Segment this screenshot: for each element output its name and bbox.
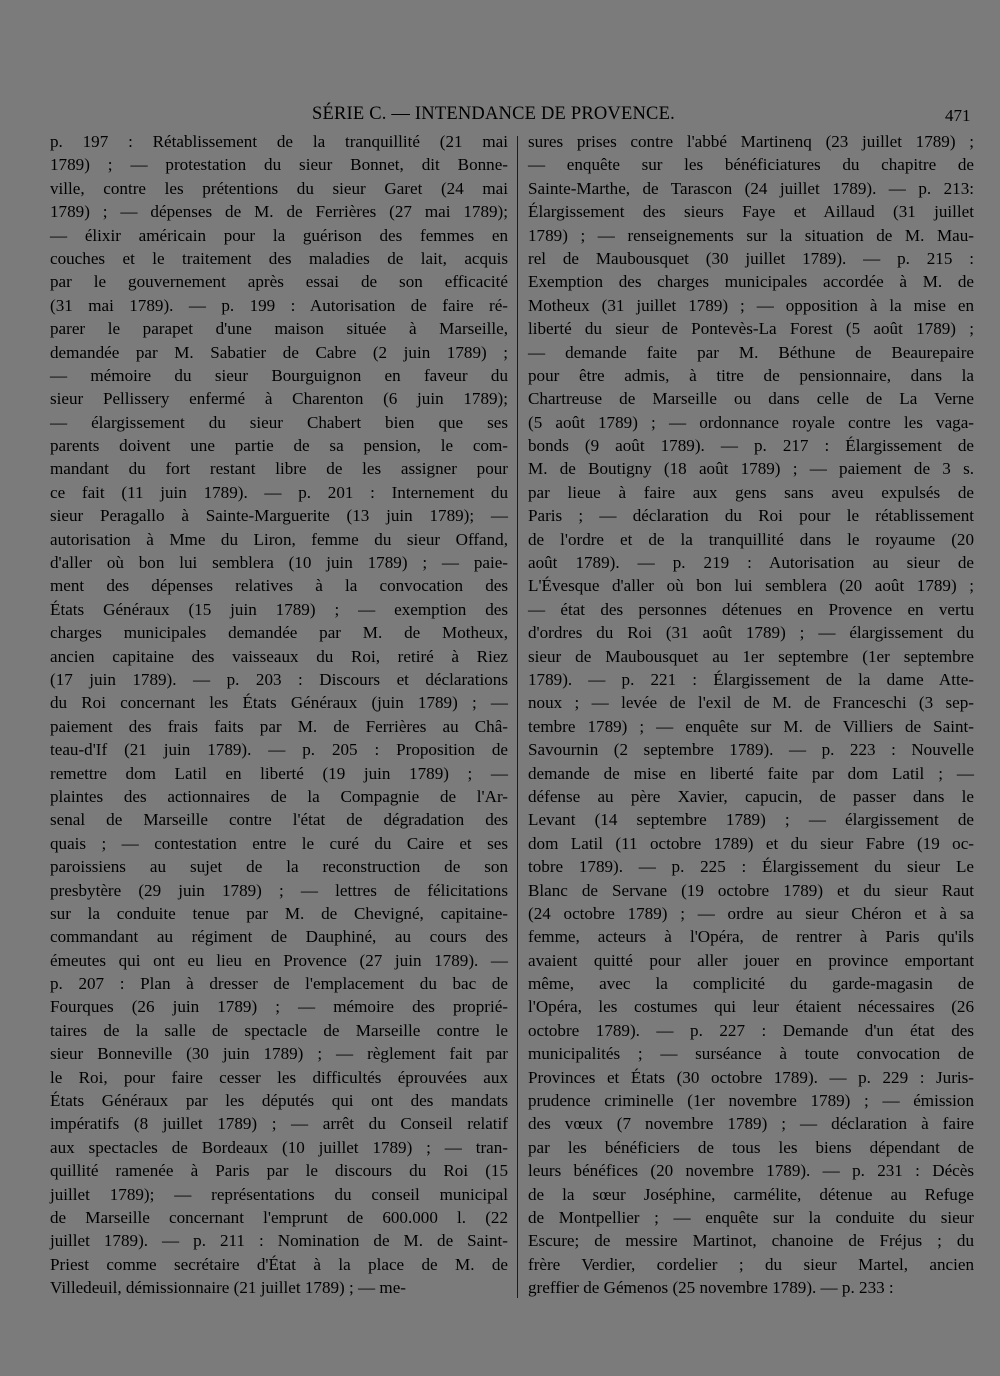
text-line: sieur Bonneville (30 juin 1789) ; — règlement fait par xyxy=(50,1044,508,1064)
text-line: — mémoire du sieur Bourguignon en faveur du xyxy=(50,365,508,385)
text-line: Exemption des charges municipales accordée à M. de xyxy=(528,272,974,292)
text-line: Provinces et États (30 octobre 1789). — p. 229 : Juris- xyxy=(528,1067,974,1087)
text-line: autorisation à Mme du Liron, femme du sieur Offand, xyxy=(50,529,508,549)
text-line: sur la conduite tenue par M. de Chevigné, capitaine- xyxy=(50,903,508,923)
text-line: le Roi, pour faire cesser les difficultés éprouvées aux xyxy=(50,1067,508,1087)
text-line: greffier de Gémenos (25 novembre 1789). — p. 233 : xyxy=(528,1278,894,1298)
text-line: 1789) ; — dépenses de M. de Ferrières (27 mai 1789); xyxy=(50,202,508,222)
text-line: ancien capitaine des vaisseaux du Roi, retiré à Riez xyxy=(50,646,508,666)
text-line: Savournin (2 septembre 1789). — p. 223 : Nouvelle xyxy=(528,740,974,760)
text-line: défense au père Xavier, capucin, de passer dans le xyxy=(528,786,974,806)
text-line: août 1789). — p. 219 : Autorisation au sieur de xyxy=(528,553,974,573)
text-line: presbytère (29 juin 1789) ; — lettres de félicitations xyxy=(50,880,508,900)
text-line: par lieue à faire aux gens sans aveu expulsés de xyxy=(528,482,974,502)
text-line: par le gouvernement après essai de son efficacité xyxy=(50,272,508,292)
text-line: Élargissement des sieurs Faye et Aillaud (31 juillet xyxy=(528,202,974,222)
text-line: (31 mai 1789). — p. 199 : Autorisation de faire ré- xyxy=(50,295,508,315)
running-title: SÉRIE C. — INTENDANCE DE PROVENCE. xyxy=(312,104,675,124)
text-line: aux spectacles de Bordeaux (10 juillet 1789) ; — tran- xyxy=(50,1137,508,1157)
text-line: quais ; — contestation entre le curé du Caire et ses xyxy=(50,833,508,853)
text-line: dom Latil (11 octobre 1789) et du sieur Fabre (19 oc- xyxy=(528,833,974,853)
right-column xyxy=(528,130,974,1300)
text-line: de Marseille concernant l'emprunt de 600.000 l. (22 xyxy=(50,1207,508,1227)
text-line: remettre dom Latil en liberté (19 juin 1789) ; — xyxy=(50,763,508,783)
text-line: — demande faite par M. Béthune de Beaurepaire xyxy=(528,342,974,362)
text-line: municipalités ; — surséance à toute convocation de xyxy=(528,1044,974,1064)
text-line: avaient quitté pour aller jouer en province emportant xyxy=(528,950,974,970)
text-line: p. 207 : Plan à dresser de l'emplacement du bac de xyxy=(50,974,508,994)
text-line: Villedeuil, démissionnaire (21 juillet 1789) ; — me- xyxy=(50,1278,406,1298)
text-line: ment des dépenses relatives à la convocation des xyxy=(50,576,508,596)
column-divider xyxy=(517,136,518,1298)
text-line: juillet 1789); — représentations du conseil municipal xyxy=(50,1184,508,1204)
text-line: Motheux (31 juillet 1789) ; — opposition à la mise en xyxy=(528,295,974,315)
text-line: rel de Maubousquet (30 juillet 1789). — p. 215 : xyxy=(528,248,974,268)
text-line: 1789) ; — protestation du sieur Bonnet, dit Bonne- xyxy=(50,155,508,175)
text-line: par les bénéficiers de tous les biens dépendant de xyxy=(528,1137,974,1157)
text-line: paroissiens au sujet de la reconstruction de son xyxy=(50,857,508,877)
text-line: d'ordres du Roi (31 août 1789) ; — élargissement du xyxy=(528,623,974,643)
text-line: femme, acteurs à l'Opéra, de rentrer à Paris qu'ils xyxy=(528,927,974,947)
text-line: charges municipales demandée par M. de Motheux, xyxy=(50,623,508,643)
text-line: parents doivent une partie de sa pension, le com- xyxy=(50,436,508,456)
text-line: bonds (9 août 1789). — p. 217 : Élargissement de xyxy=(528,436,974,456)
text-line: teau-d'If (21 juin 1789). — p. 205 : Proposition de xyxy=(50,740,508,760)
text-line: — élargissement du sieur Chabert bien que ses xyxy=(50,412,508,432)
text-line: commandant au régiment de Dauphiné, au cours des xyxy=(50,927,508,947)
text-line: parer le parapet d'une maison située à Marseille, xyxy=(50,319,508,339)
text-line: (17 juin 1789). — p. 203 : Discours et déclarations xyxy=(50,669,508,689)
text-line: p. 197 : Rétablissement de la tranquillité (21 mai xyxy=(50,132,508,151)
text-line: noux ; — levée de l'exil de M. de Franceschi (3 sep- xyxy=(528,693,974,713)
text-line: L'Évesque d'aller où bon lui semblera (20 août 1789) ; xyxy=(528,576,974,596)
text-line: Escure; de messire Martinot, chanoine de Fréjus ; du xyxy=(528,1231,974,1251)
text-line: impératifs (8 juillet 1789) ; — arrêt du Conseil relatif xyxy=(50,1114,508,1134)
page-number: 471 xyxy=(945,106,971,125)
text-line: quillité ramenée à Paris par le discours du Roi (15 xyxy=(50,1161,508,1181)
text-line: tobre 1789). — p. 225 : Élargissement du sieur Le xyxy=(528,857,974,877)
text-line: taires de la salle de spectacle de Marseille contre le xyxy=(50,1020,508,1040)
text-line: même, avec la complicité du garde-magasin de xyxy=(528,974,974,994)
text-line: couches et le traitement des maladies de lait, acquis xyxy=(50,248,508,268)
text-line: ce fait (11 juin 1789). — p. 201 : Internement du xyxy=(50,482,508,502)
text-line: prudence criminelle (1er novembre 1789) ; — émission xyxy=(528,1091,974,1111)
text-line: octobre 1789). — p. 227 : Demande d'un état des xyxy=(528,1020,974,1040)
text-line: de la sœur Joséphine, carmélite, détenue au Refuge xyxy=(528,1184,974,1204)
text-line: juillet 1789). — p. 211 : Nomination de M. de Saint- xyxy=(50,1231,508,1251)
text-line: d'aller où bon lui semblera (10 juin 1789) ; — paie- xyxy=(50,553,508,573)
text-line: — élixir américain pour la guérison des femmes en xyxy=(50,225,508,245)
text-line: 1789) ; — renseignements sur la situation de M. Mau- xyxy=(528,225,974,245)
text-line: émeutes qui ont eu lieu en Provence (27 juin 1789). — xyxy=(50,950,508,970)
text-line: demandée par M. Sabatier de Cabre (2 juin 1789) ; xyxy=(50,342,508,362)
text-line: Levant (14 septembre 1789) ; — élargissement de xyxy=(528,810,974,830)
text-line: senal de Marseille contre l'état de dégradation des xyxy=(50,810,508,830)
text-line: M. de Boutigny (18 août 1789) ; — paiement de 3 s. xyxy=(528,459,974,479)
text-line: États Généraux par les députés qui ont des mandats xyxy=(50,1091,508,1111)
text-line: liberté du sieur de Pontevès-La Forest (5 août 1789) ; xyxy=(528,319,974,339)
text-line: Chartreuse de Marseille ou dans celle de La Verne xyxy=(528,389,974,409)
text-line: tembre 1789) ; — enquête sur M. de Villiers de Saint- xyxy=(528,716,974,736)
text-line: l'Opéra, les costumes qui leur étaient nécessaires (26 xyxy=(528,997,974,1017)
text-line: — état des personnes détenues en Provence en vertu xyxy=(528,599,974,619)
text-line: Sainte-Marthe, de Tarascon (24 juillet 1789). — p. 213: xyxy=(528,178,974,198)
text-line: des vœux (7 novembre 1789) ; — déclaration à faire xyxy=(528,1114,974,1134)
text-line: (24 octobre 1789) ; — ordre au sieur Chéron et à sa xyxy=(528,903,974,923)
text-line: du Roi concernant les États Généraux (juin 1789) ; — xyxy=(50,693,508,713)
text-line: leurs bénéfices (20 novembre 1789). — p. 231 : Décès xyxy=(528,1161,974,1181)
text-line: frère Verdier, cordelier ; du sieur Martel, ancien xyxy=(528,1254,974,1274)
text-line: Priest comme secrétaire d'État à la place de M. de xyxy=(50,1254,508,1274)
text-line: paiement des frais faits par M. de Ferrières au Châ- xyxy=(50,716,508,736)
text-line: plaintes des actionnaires de la Compagnie de l'Ar- xyxy=(50,786,508,806)
text-line: Fourques (26 juin 1789) ; — mémoire des proprié- xyxy=(50,997,508,1017)
text-line: sures prises contre l'abbé Martinenq (23 juillet 1789) ; xyxy=(528,132,974,151)
text-line: — enquête sur les bénéficiatures du chapitre de xyxy=(528,155,974,175)
text-line: de l'ordre et de la tranquillité dans le royaume (20 xyxy=(528,529,974,549)
text-line: sieur Pellissery enfermé à Charenton (6 juin 1789); xyxy=(50,389,508,409)
text-line: mandant du fort restant libre de les assigner pour xyxy=(50,459,508,479)
text-line: pour être admis, à titre de pensionnaire, dans la xyxy=(528,365,974,385)
text-line: de Montpellier ; — enquête sur la conduite du sieur xyxy=(528,1207,974,1227)
text-line: Blanc de Servane (19 octobre 1789) et du sieur Raut xyxy=(528,880,974,900)
text-line: demande de mise en liberté faite par dom Latil ; — xyxy=(528,763,974,783)
text-line: Paris ; — déclaration du Roi pour le rétablissement xyxy=(528,506,974,526)
text-line: États Généraux (15 juin 1789) ; — exemption des xyxy=(50,599,508,619)
left-column xyxy=(50,130,508,1300)
text-line: sieur de Maubousquet au 1er septembre (1er septembre xyxy=(528,646,974,666)
text-line: 1789). — p. 221 : Élargissement de la dame Atte- xyxy=(528,669,974,689)
text-line: sieur Peragallo à Sainte-Marguerite (13 juin 1789); — xyxy=(50,506,508,526)
text-line: ville, contre les prétentions du sieur Garet (24 mai xyxy=(50,178,508,198)
text-line: (5 août 1789) ; — ordonnance royale contre les vaga- xyxy=(528,412,974,432)
